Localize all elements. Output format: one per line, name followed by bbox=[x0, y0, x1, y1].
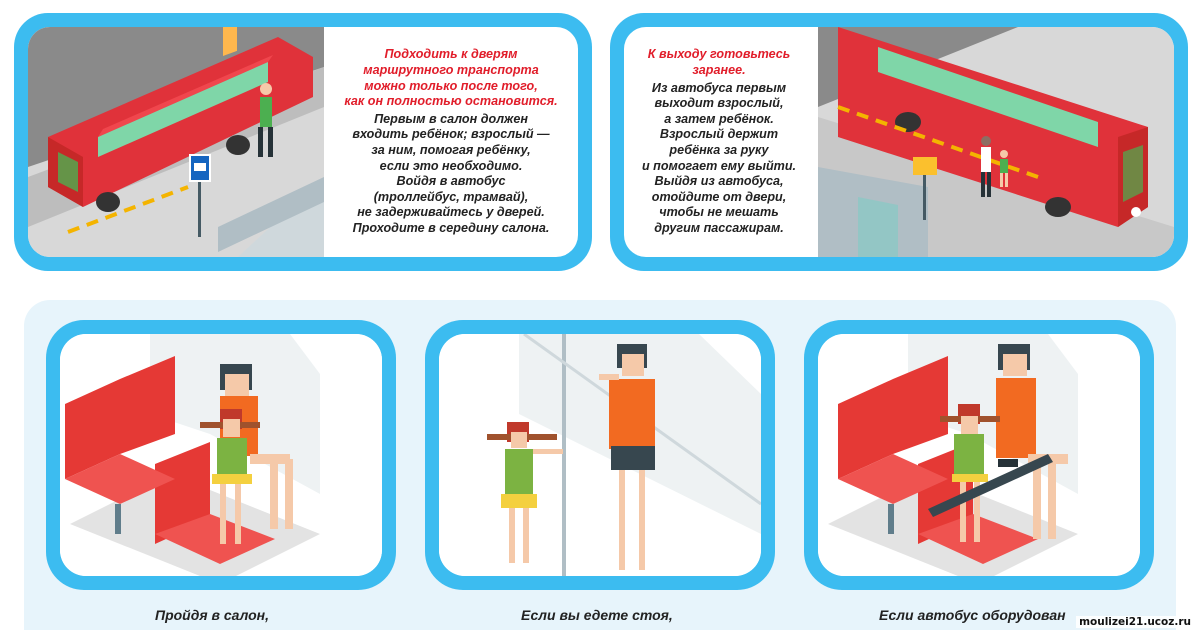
entry-instructions: Первым в салон должен входить ребёнок; взрослый — за ним, помогая ребёнку, если это необходимо. Войдя в автобус (троллейбус, трамвай), не задерживайтесь у дверей. Проходите в середину салона. bbox=[352, 111, 550, 235]
standing-frame-inner bbox=[439, 334, 761, 576]
caption-seatbelt: Если автобус оборудован bbox=[879, 607, 1066, 623]
seatbelt-frame bbox=[804, 320, 1154, 590]
bus-exiting-illustration bbox=[818, 27, 1174, 257]
exit-panel-inner bbox=[624, 27, 1174, 257]
exit-rules-text bbox=[624, 27, 814, 257]
seatbelt-frame-inner bbox=[818, 334, 1140, 576]
seated-illustration bbox=[60, 334, 382, 576]
bus-boarding-illustration bbox=[28, 27, 324, 257]
exit-instructions: Из автобуса первым выходит взрослый, а затем ребёнок. Взрослый держит ребёнка за руку и помогает ему выйти. Выйдя из автобуса, отойдите от двери, чтобы не мешать другим пассажирам. bbox=[641, 80, 797, 235]
seated-frame-inner bbox=[60, 334, 382, 576]
site-watermark: moulizei21.ucoz.ru bbox=[1076, 616, 1194, 628]
caption-seated: Пройдя в салон, bbox=[155, 607, 270, 623]
seated-frame bbox=[46, 320, 396, 590]
standing-frame bbox=[425, 320, 775, 590]
exit-warning: К выходу готовьтесь заранее. bbox=[647, 47, 791, 78]
entry-warning: Подходить к дверям маршрутного транспорта можно только после того, как он полностью остановится. bbox=[344, 47, 558, 109]
entry-panel-inner bbox=[28, 27, 578, 257]
entry-panel bbox=[14, 13, 592, 271]
caption-standing: Если вы едете стоя, bbox=[521, 607, 673, 623]
entry-rules-text bbox=[324, 27, 578, 257]
standing-illustration bbox=[439, 334, 761, 576]
exit-panel bbox=[610, 13, 1188, 271]
seatbelt-illustration bbox=[818, 334, 1140, 576]
